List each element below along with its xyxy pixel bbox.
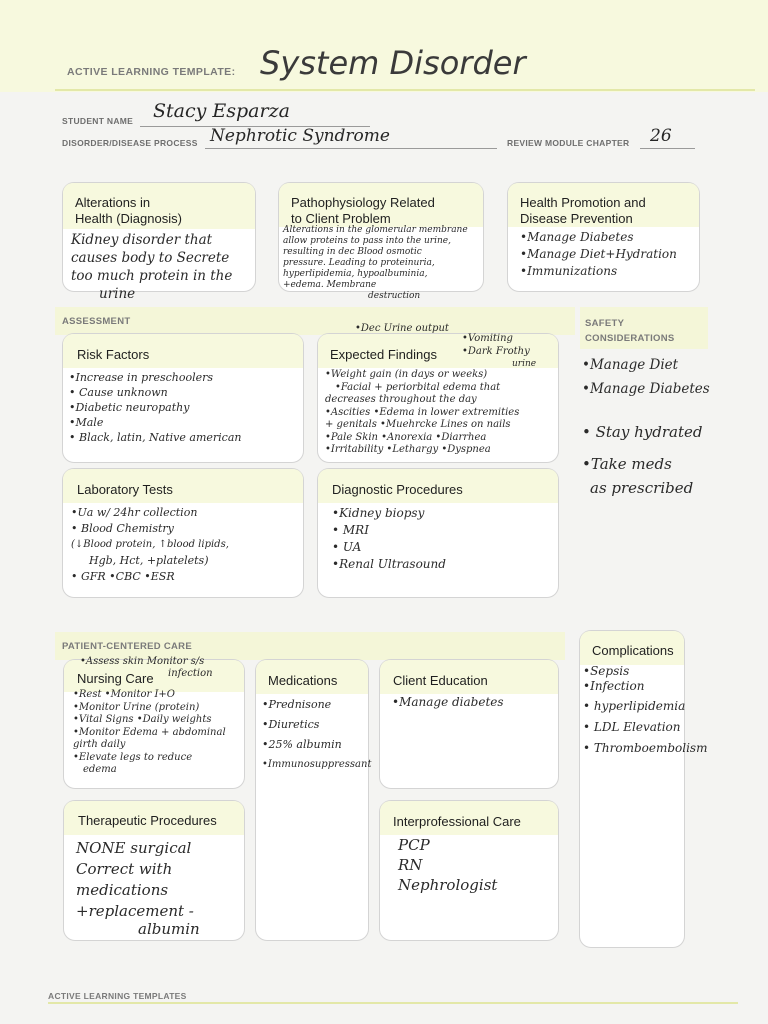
expected-line: + genitals •Muehrcke Lines on nails [325, 419, 511, 430]
patho-line: +edema. Membrane [283, 280, 377, 290]
client-education-card [379, 659, 559, 789]
expected-line: •Ascities •Edema in lower extremities [325, 406, 520, 418]
medications-notes [262, 695, 371, 775]
nursing-line: •Monitor Urine (protein) [73, 701, 200, 713]
lab-tests-title: Laboratory Tests [77, 482, 173, 497]
alterations-header [63, 183, 255, 229]
complications-line: • hyperlipidemia [583, 699, 686, 713]
nursing-top-1: •Assess skin Monitor s/s [80, 656, 205, 667]
health-promotion-line: •Manage Diabetes [520, 230, 634, 244]
expected-top-2: •Vomiting [462, 333, 513, 344]
lab-tests-header [63, 469, 303, 503]
diagnostic-line: • UA [332, 540, 362, 554]
safety-line: •Manage Diet [582, 357, 679, 373]
chapter-label: REVIEW MODULE CHAPTER [507, 138, 630, 148]
lab-line: (↓Blood protein, ↑blood lipids, [71, 539, 229, 550]
safety-line: •Take meds [582, 455, 672, 473]
disorder-label: DISORDER/DISEASE PROCESS [62, 138, 198, 148]
patho-header [279, 183, 483, 227]
risk-line: •Increase in preschoolers [69, 371, 214, 384]
nursing-care-title: Nursing Care [77, 671, 154, 686]
assessment-band [55, 307, 575, 335]
complications-line: • LDL Elevation [583, 720, 681, 734]
nursing-line: edema [83, 764, 117, 775]
expected-notes [325, 369, 595, 457]
therapeutic-notes [76, 838, 200, 936]
footer-label: ACTIVE LEARNING TEMPLATES [48, 991, 187, 1001]
medications-line: •25% albumin [262, 738, 342, 751]
nursing-line: •Rest •Monitor I+O [73, 689, 175, 700]
safety-band [580, 307, 708, 349]
complications-notes [583, 664, 707, 759]
disorder-line [205, 148, 497, 149]
alterations-line: too much protein in the [71, 268, 233, 284]
patho-line: Alterations in the glomerular membrane [283, 225, 468, 235]
expected-line: •Pale Skin •Anorexia •Diarrhea [325, 431, 487, 443]
client-education-title: Client Education [393, 673, 488, 688]
expected-findings-title: Expected Findings [330, 347, 437, 362]
safety-line: •Manage Diabetes [582, 381, 710, 397]
expected-top-1: •Dec Urine output [355, 323, 449, 334]
health-promotion-title-1: Health Promotion and [520, 195, 646, 210]
diagnostic-title: Diagnostic Procedures [332, 482, 463, 497]
diagnostic-card [317, 468, 559, 598]
risk-factors-header [63, 334, 303, 368]
interprofessional-title: Interprofessional Care [393, 814, 521, 829]
complications-title: Complications [592, 643, 674, 658]
header-rule [55, 89, 755, 91]
alterations-title-1: Alterations in [75, 195, 151, 210]
client-education-line: •Manage diabetes [392, 695, 504, 709]
footer-rule [48, 1002, 738, 1004]
lab-line: • Blood Chemistry [71, 522, 174, 535]
client-education-header [380, 660, 558, 694]
risk-line: •Male [69, 416, 104, 429]
complications-header [580, 631, 684, 665]
risk-line: •Diabetic neuropathy [69, 401, 190, 414]
lab-tests-card [62, 468, 304, 598]
expected-line: •Facial + periorbital edema that [335, 381, 501, 393]
health-promotion-line: •Immunizations [520, 264, 618, 278]
medications-title: Medications [268, 673, 338, 688]
medications-line: •Prednisone [262, 698, 332, 711]
diagnostic-line: •Kidney biopsy [332, 506, 425, 520]
therapeutic-line: NONE surgical [76, 839, 192, 857]
expected-line: •Irritability •Lethargy •Dyspnea [325, 444, 491, 455]
interprofessional-line: PCP [398, 836, 430, 854]
patho-title-2: to Client Problem [291, 211, 391, 226]
patho-line: destruction [368, 291, 421, 301]
interprofessional-line: Nephrologist [398, 876, 498, 894]
risk-line: • Black, latin, Native american [69, 431, 242, 444]
nursing-line: •Vital Signs •Daily weights [73, 714, 212, 725]
medications-line: •Diuretics [262, 718, 320, 731]
disorder-value: Nephrotic Syndrome [210, 126, 390, 146]
medications-header [256, 660, 368, 694]
therapeutic-line: albumin [138, 920, 200, 938]
lab-line: •Ua w/ 24hr collection [71, 506, 198, 519]
alterations-card [62, 182, 256, 302]
alterations-line: causes body to Secrete [71, 250, 230, 266]
student-name-label: STUDENT NAME [62, 116, 134, 126]
student-name-value: Stacy Esparza [153, 100, 290, 122]
therapeutic-line: Correct with [76, 860, 173, 878]
diagnostic-line: •Renal Ultrasound [332, 557, 446, 571]
health-promotion-card [507, 182, 700, 292]
therapeutic-header [64, 801, 244, 835]
alterations-line: Kidney disorder that [71, 232, 213, 248]
assessment-label: ASSESSMENT [62, 316, 131, 327]
risk-factors-card [62, 333, 304, 463]
interprofessional-card [379, 800, 559, 941]
patho-title-1: Pathophysiology Related [291, 195, 435, 210]
patho-line: allow proteins to pass into the urine, [283, 236, 451, 246]
safety-line: • Stay hydrated [582, 423, 703, 441]
patho-line: hyperlipidemia, hypoalbuminia, [283, 269, 428, 279]
therapeutic-line: +replacement - [76, 902, 194, 920]
lab-line: • GFR •CBC •ESR [71, 570, 175, 583]
diagnostic-line: • MRI [332, 523, 369, 537]
health-promotion-line: •Manage Diet+Hydration [520, 247, 677, 261]
complications-line: • Thromboembolism [583, 741, 708, 755]
nursing-line: •Elevate legs to reduce [73, 751, 193, 763]
patho-line: pressure. Leading to proteinuria, [283, 258, 435, 268]
interprofessional-header [380, 801, 558, 835]
alterations-line: urine [99, 286, 136, 302]
health-promotion-header [508, 183, 699, 227]
therapeutic-title: Therapeutic Procedures [78, 813, 217, 828]
expected-line: •Weight gain (in days or weeks) [325, 369, 488, 380]
risk-line: • Cause unknown [69, 386, 168, 399]
nursing-line: •Monitor Edema + abdominal [73, 726, 226, 738]
lab-line: Hgb, Hct, +platelets) [89, 554, 209, 567]
nursing-notes [73, 689, 273, 777]
page-title: System Disorder [260, 44, 526, 82]
template-label: ACTIVE LEARNING TEMPLATE: [67, 66, 236, 78]
safety-title-2: CONSIDERATIONS [585, 333, 675, 344]
chapter-line [640, 148, 695, 149]
expected-line: decreases throughout the day [325, 394, 477, 405]
expected-right-1: •Dark Frothy [462, 346, 530, 357]
medications-line: •Immunosuppressant [262, 759, 372, 770]
patho-notes [283, 225, 518, 302]
therapeutic-line: medications [76, 881, 169, 899]
safety-title-1: SAFETY [585, 318, 625, 329]
safety-notes [582, 356, 710, 498]
health-promotion-title-2: Disease Prevention [520, 211, 633, 226]
interprofessional-line: RN [398, 856, 423, 874]
nursing-top-2: infection [168, 668, 213, 679]
safety-line: as prescribed [590, 479, 694, 497]
patho-line: resulting in dec Blood osmotic [283, 247, 422, 257]
complications-line: •Infection [583, 679, 645, 693]
expected-right-2: urine [512, 359, 537, 369]
diagnostic-header [318, 469, 558, 503]
nursing-line: girth daily [73, 739, 126, 750]
complications-line: •Sepsis [583, 664, 630, 678]
chapter-value: 26 [650, 126, 672, 146]
patient-centered-care-label: PATIENT-CENTERED CARE [62, 641, 192, 652]
alterations-title-2: Health (Diagnosis) [75, 211, 182, 226]
risk-factors-title: Risk Factors [77, 347, 150, 362]
